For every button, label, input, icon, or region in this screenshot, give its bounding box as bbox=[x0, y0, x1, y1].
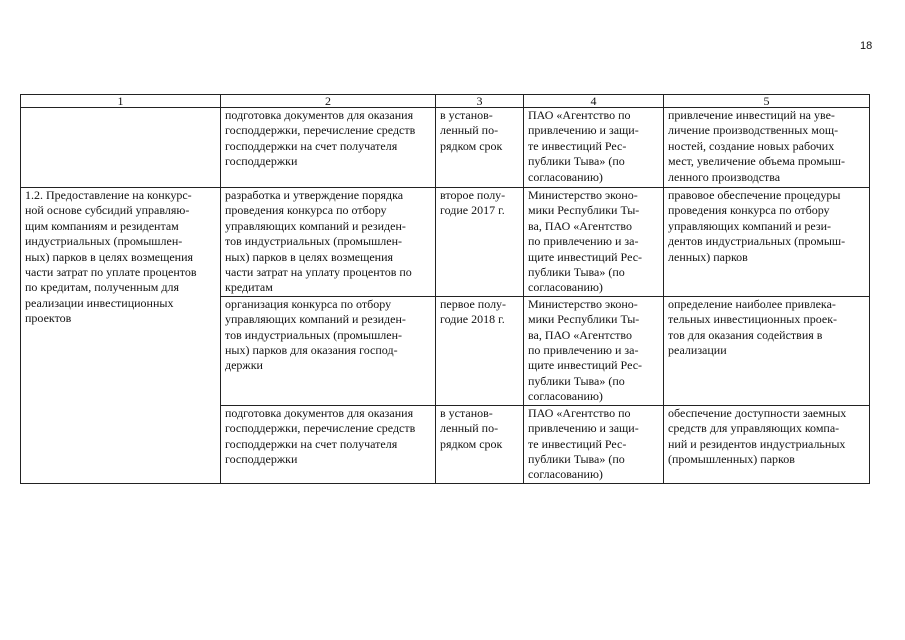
table-row bbox=[21, 188, 870, 297]
deadline-text: в установ- ленный по- рядком срок bbox=[440, 108, 503, 153]
result-text: определение наиболее привлека- тельных инвестиционных проек- тов для оказания содействия в реализации bbox=[668, 296, 838, 358]
result-text: привлечение инвестиций на уве- личение производственных мощ- ностей, создание новых рабочих мест, увеличение объема промыш- ленного производства bbox=[668, 108, 846, 184]
deadline-cell bbox=[436, 108, 524, 188]
action-text: подготовка документов для оказания господдержки, перечисление средств господдержки на счет получателя господдержки bbox=[225, 108, 416, 169]
deadline-text: второе полу- годие 2017 г. bbox=[440, 188, 506, 218]
action-cell bbox=[221, 188, 436, 297]
action-cell bbox=[221, 296, 436, 405]
result-cell bbox=[664, 188, 870, 297]
responsible-cell bbox=[524, 108, 664, 188]
column-header-2: 2 bbox=[221, 95, 436, 108]
result-cell bbox=[664, 296, 870, 405]
responsible-cell bbox=[524, 188, 664, 297]
measure-text: 1.2. Предоставление на конкурс- ной основе субсидий управляю- щим компаниям и резидентам индустриальных (промышлен- ных) парков в целях возмещения части затрат по уплате процентов по кредитам, полученным для реализации инвестиционных проектов bbox=[25, 188, 197, 326]
responsible-text: Министерство эконо- мики Республики Ты- ва, ПАО «Агентство по привлечению и за- щите инвестиций Рес- публики Тыва» (по согласованию) bbox=[528, 296, 643, 404]
header-row bbox=[21, 95, 870, 108]
table-row bbox=[21, 108, 870, 188]
column-header-5: 5 bbox=[664, 95, 870, 108]
deadline-cell bbox=[436, 188, 524, 297]
action-text: организация конкурса по отбору управляющих компаний и резиден- тов индустриальных (промышлен- ных) парков для оказания господ- держки bbox=[225, 296, 406, 373]
measure-cell bbox=[21, 108, 221, 188]
result-cell bbox=[664, 108, 870, 188]
deadline-text: в установ- ленный по- рядком срок bbox=[440, 405, 503, 451]
column-header-3: 3 bbox=[436, 95, 524, 108]
responsible-text: Министерство эконо- мики Республики Ты- ва, ПАО «Агентство по привлечению и за- щите инвестиций Рес- публики Тыва» (по согласованию) bbox=[528, 188, 643, 295]
action-cell bbox=[221, 405, 436, 483]
deadline-cell bbox=[436, 296, 524, 405]
deadline-text: первое полу- годие 2018 г. bbox=[440, 296, 507, 327]
result-cell bbox=[664, 405, 870, 483]
action-text: разработка и утверждение порядка проведения конкурса по отбору управляющих компаний и резиден- тов индустриальных (промышлен- ных) парков в целях возмещения части затрат на уплату процентов по кредитам bbox=[225, 188, 412, 295]
responsible-cell bbox=[524, 296, 664, 405]
measures-table bbox=[20, 94, 870, 484]
responsible-text: ПАО «Агентство по привлечению и защи- те инвестиций Рес- публики Тыва» (по согласованию) bbox=[528, 108, 639, 184]
responsible-cell bbox=[524, 405, 664, 483]
page-number: 18 bbox=[860, 40, 873, 52]
column-header-4: 4 bbox=[524, 95, 664, 108]
result-text: правовое обеспечение процедуры проведения конкурса по отбору управляющих компаний и рези- дентов индустриальных (промыш- ленных) парков bbox=[668, 188, 846, 264]
result-text: обеспечение доступности заемных средств для управляющих компа- ний и резидентов индустриальных (промышленных) парков bbox=[668, 405, 847, 466]
column-header-1: 1 bbox=[21, 95, 221, 108]
deadline-cell bbox=[436, 405, 524, 483]
action-text: подготовка документов для оказания господдержки, перечисление средств господдержки на счет получателя господдержки bbox=[225, 405, 416, 466]
responsible-text: ПАО «Агентство по привлечению и защи- те инвестиций Рес- публики Тыва» (по согласованию) bbox=[528, 405, 639, 482]
measure-cell bbox=[21, 188, 221, 484]
action-cell bbox=[221, 108, 436, 188]
